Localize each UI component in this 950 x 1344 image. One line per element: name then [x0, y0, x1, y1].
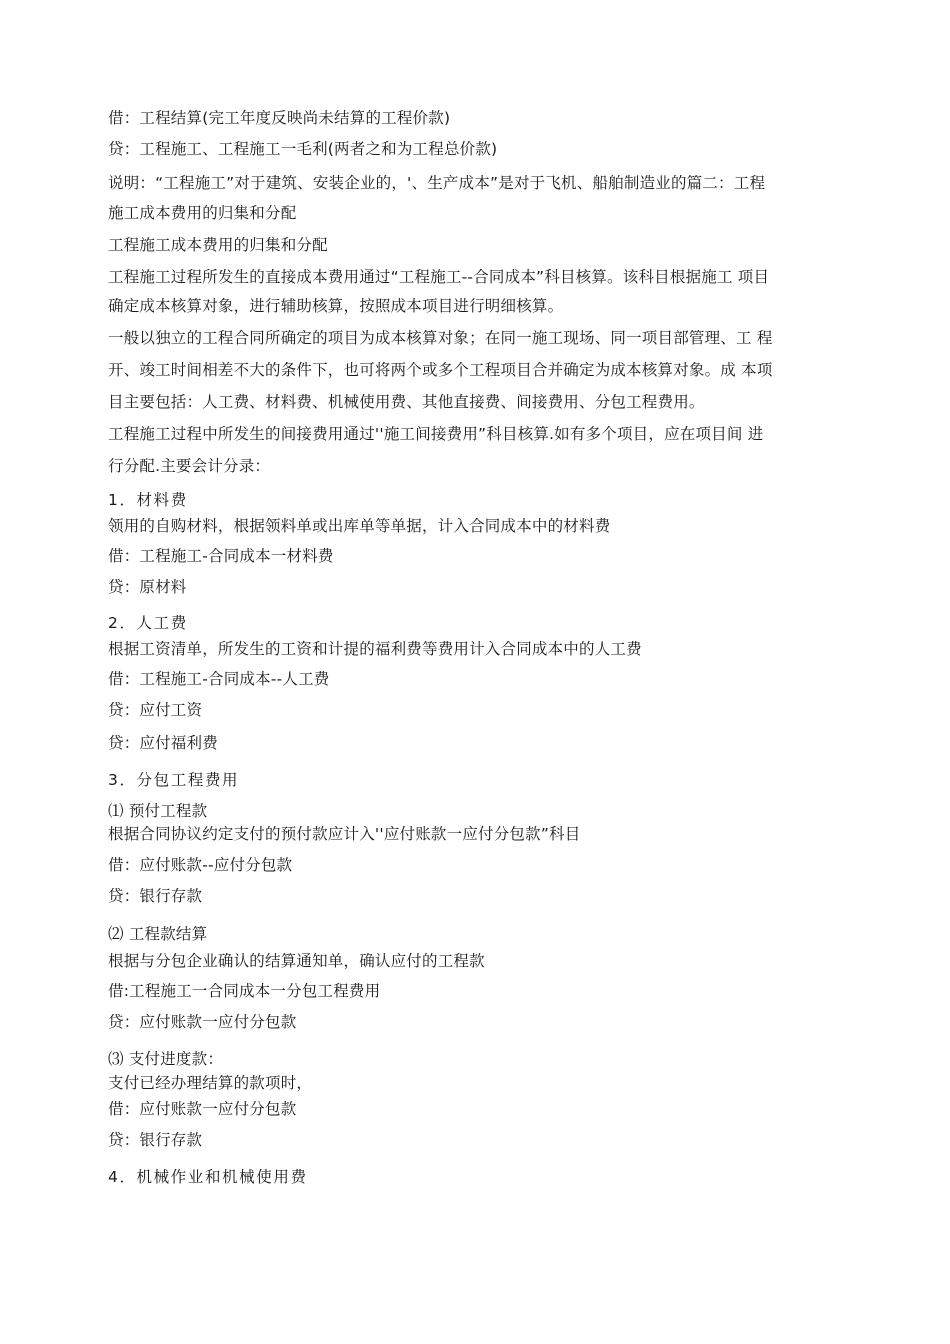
entry-credit: 贷：银行存款	[108, 887, 203, 905]
text-line: 借：工程结算(完工年度反映尚未结算的工程价款)	[108, 109, 451, 127]
text-line: 领用的自购材料，根据领料单或出库单等单据，计入合同成本中的材料费	[108, 517, 611, 535]
text-line: 根据与分包企业确认的结算通知单，确认应付的工程款	[108, 952, 485, 970]
entry-credit: 贷：应付福利费	[108, 734, 218, 752]
entry-debit: 借：应付账款--应付分包款	[108, 856, 293, 874]
text-line: 确定成本核算对象，进行辅助核算，按照成本项目进行明细核算。	[108, 297, 564, 315]
text-line: 贷：工程施工、工程施工一毛利(两者之和为工程总价款)	[108, 140, 498, 158]
item-heading: 2．人工费	[108, 614, 188, 632]
text-line: 开、竣工时间相差不大的条件下，也可将两个或多个工程项目合并确定为成本核算对象。成 本项	[108, 361, 773, 379]
entry-debit: 借:工程施工一合同成本一分包工程费用	[108, 982, 381, 1000]
entry-debit: 借：工程施工-合同成本一材料费	[108, 547, 334, 565]
section-heading: 工程施工成本费用的归集和分配	[108, 236, 328, 254]
entry-debit: 借：工程施工-合同成本--人工费	[108, 670, 330, 688]
text-line: 施工成本费用的归集和分配	[108, 204, 297, 222]
sub-item-heading: ⑶ 支付进度款：	[108, 1050, 224, 1068]
sub-item-heading: ⑵ 工程款结算	[108, 925, 208, 943]
text-line: 工程施工过程中所发生的间接费用通过''施工间接费用”科目核算.如有多个项目，应在项目间 进	[108, 425, 764, 443]
entry-credit: 贷：银行存款	[108, 1131, 203, 1149]
text-line: 根据工资清单，所发生的工资和计提的福利费等费用计入合同成本中的人工费	[108, 640, 642, 658]
item-heading: 1．材料费	[108, 491, 188, 509]
text-line: 行分配.主要会计分录：	[108, 457, 271, 475]
entry-credit: 贷：应付账款一应付分包款	[108, 1013, 297, 1031]
entry-debit: 借：应付账款一应付分包款	[108, 1100, 297, 1118]
item-heading: 4．机械作业和机械使用费	[108, 1168, 308, 1186]
text-line: 说明：“工程施工”对于建筑、安装企业的，'、生产成本”是对于飞机、船舶制造业的篇二：工程	[108, 174, 766, 192]
text-line: 目主要包括：人工费、材料费、机械使用费、其他直接费、间接费用、分包工程费用。	[108, 393, 705, 411]
text-line: 一般以独立的工程合同所确定的项目为成本核算对象；在同一施工现场、同一项目部管理、工 程	[108, 329, 773, 347]
text-line: 支付已经办理结算的款项时，	[108, 1074, 313, 1092]
text-line: 工程施工过程所发生的直接成本费用通过“工程施工--合同成本”科目核算。该科目根据施工 项目	[108, 268, 770, 286]
entry-credit: 贷：应付工资	[108, 701, 203, 719]
sub-item-heading: ⑴ 预付工程款	[108, 802, 208, 820]
entry-credit: 贷：原材料	[108, 578, 187, 596]
text-line: 根据合同协议约定支付的预付款应计入''应付账款一应付分包款”科目	[108, 825, 581, 843]
item-heading: 3．分包工程费用	[108, 771, 240, 789]
